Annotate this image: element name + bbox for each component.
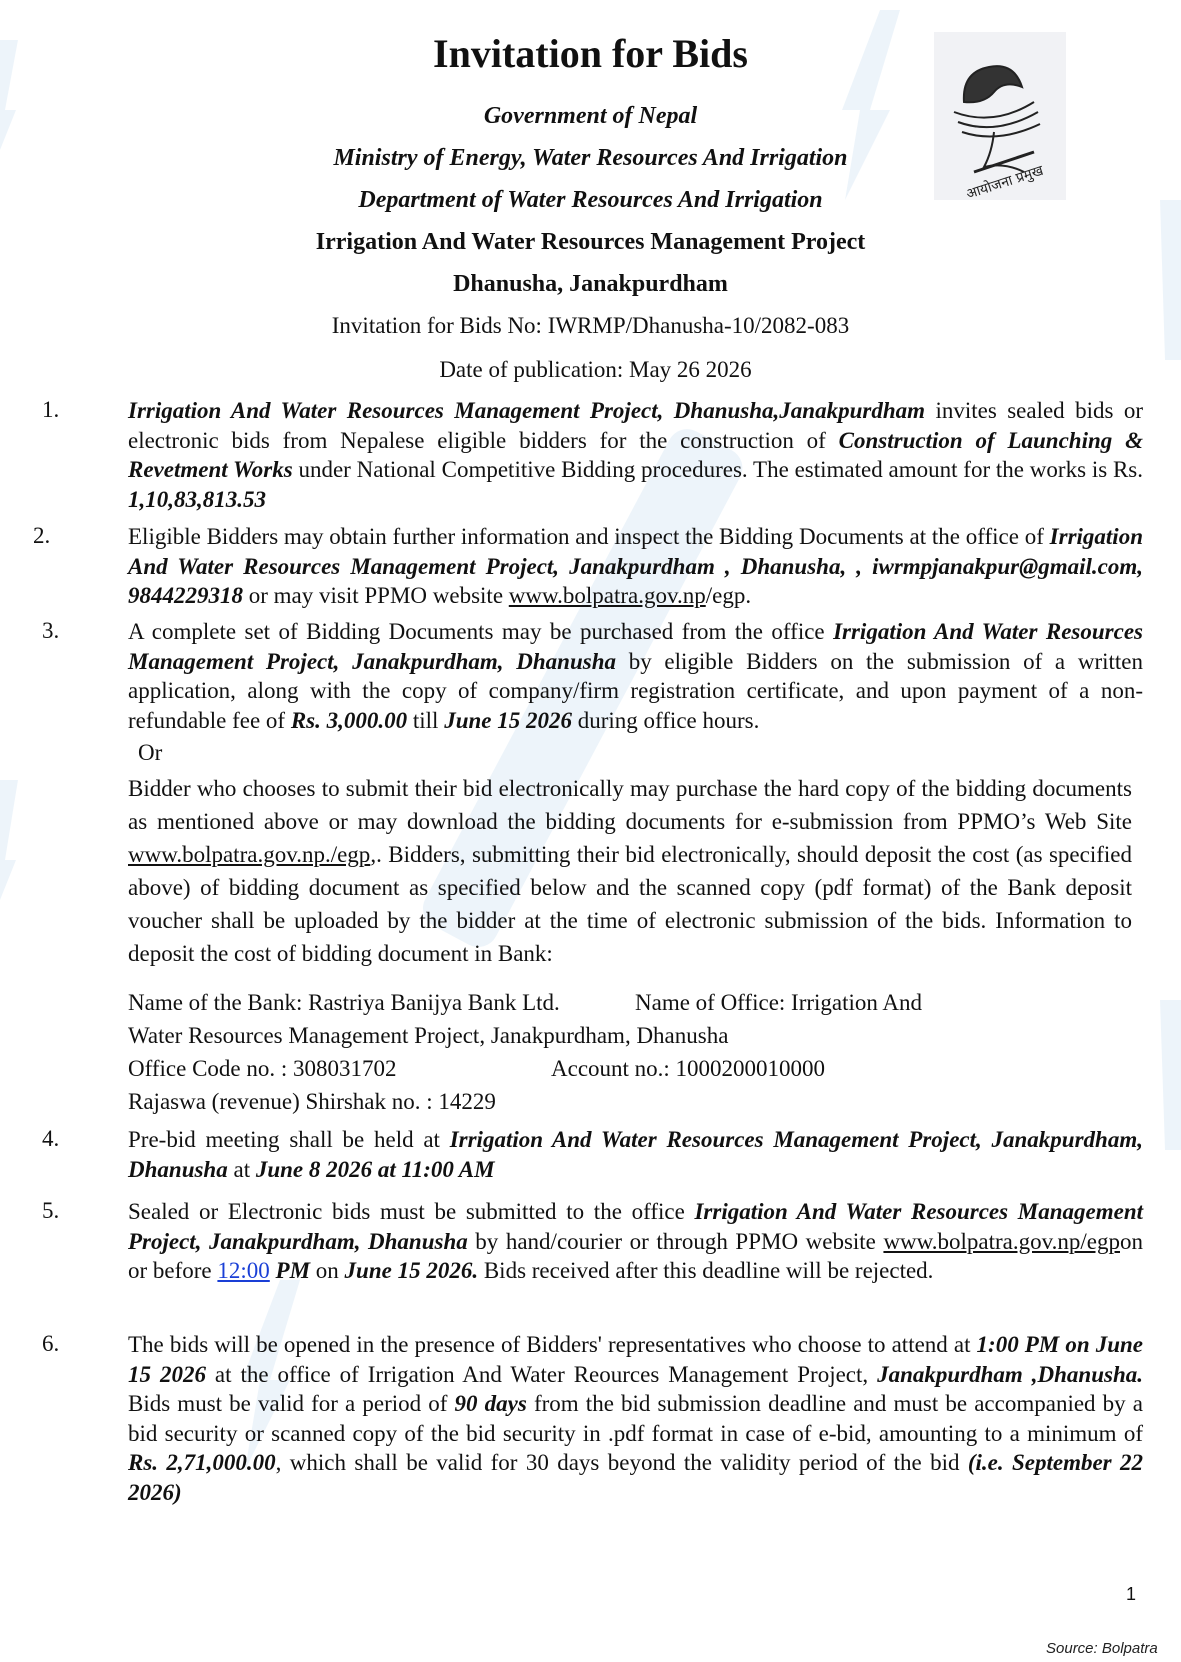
inline-text: on or before	[128, 1228, 1143, 1283]
office-code: Office Code no. : 308031702	[128, 1056, 397, 1081]
inline-text: at	[227, 1156, 256, 1182]
bank-name: Name of the Bank: Rastriya Banijya Bank Ltd.	[128, 990, 560, 1015]
revenue-code: Rajaswa (revenue) Shirshak no. : 14229	[128, 1089, 496, 1114]
inline-text: 1:00 PM on June 15 2026	[128, 1332, 1143, 1387]
or-text: Or	[138, 740, 163, 765]
item-paragraph	[128, 1197, 1143, 1286]
inline-text: Janakpurdham ,Dhanusha.	[877, 1361, 1143, 1387]
inline-text: Eligible Bidders may obtain further information and inspect the Bidding Documents at the office of	[128, 524, 1050, 549]
ministry-line: Ministry of Energy, Water Resources And Irrigation	[333, 145, 848, 171]
item-paragraph	[128, 1330, 1143, 1507]
inline-text: Rs. 2,71,000.00	[128, 1450, 276, 1475]
inline-text: Sealed or Electronic bids must be submitted to the office	[128, 1199, 695, 1224]
item-number: 5.	[42, 1198, 60, 1223]
project-line: Irrigation And Water Resources Management Project	[315, 229, 866, 255]
inline-link[interactable]: www.bolpatra.gov.np/egp	[883, 1228, 1120, 1254]
inline-text: Irrigation And Water Resources Management Project, Dhanusha,Janakpurdham	[128, 398, 926, 423]
ifb-number: Invitation for Bids No: IWRMP/Dhanusha-10/2082-083	[331, 313, 850, 338]
department-line: Department of Water Resources And Irrigation	[358, 187, 823, 213]
inline-text: on	[310, 1258, 345, 1283]
ppmo-link[interactable]: www.bolpatra.gov.np./egp	[128, 842, 371, 867]
inline-text: invites sealed bids or electronic bids from Nepalese eligible bidders for the construction of	[128, 398, 1144, 453]
inline-text: Irrigation And Water Resources Management Project, Janakpurdham, Dhanusha	[128, 619, 1143, 674]
inline-text: Irrigation And Water Resources Management Project, Janakpurdham, Dhanusha	[128, 1127, 1143, 1182]
inline-link[interactable]: 12:00	[217, 1258, 270, 1283]
inline-text: 90 days	[454, 1391, 527, 1416]
inline-text: June 15 2026.	[344, 1258, 479, 1283]
item-number: 1.	[42, 397, 60, 422]
item-paragraph	[128, 522, 1143, 611]
inline-text: Irrigation And Water Resources Management Project, Janakpurdham , Dhanusha, , iwrmpjanakpur@gmail.com, 9844229318	[128, 524, 1143, 608]
inline-text: Rs. 3,000.00	[290, 707, 408, 733]
item-number: 4.	[42, 1126, 60, 1151]
inline-text: from the bid submission deadline and must be accompanied by a bid security or scanned copy of the bid security in .pdf format in case of e-bid, amounting to a minimum of	[128, 1391, 1143, 1446]
office-name: Name of Office: Irrigation And	[635, 990, 922, 1015]
inline-text: Pre-bid meeting shall be held at	[128, 1127, 450, 1152]
inline-text: or may visit PPMO website	[243, 583, 509, 608]
inline-text: Bids received after this deadline will be rejected.	[478, 1258, 934, 1283]
inline-text: under National Competitive Bidding procedures. The estimated amount for the works is Rs.	[292, 457, 1143, 482]
inline-text: June 15 2026	[444, 707, 572, 733]
electronic-text-after: ,. Bidders, submitting their bid electronically, should deposit the cost (as specified above) of bidding document as specified below and the scanned copy (pdf format) of the Bank deposit voucher shall be uploaded by the bidder at the time of electronic submission of the bids. Information to deposit the cost of bidding document in Bank:	[128, 842, 1132, 966]
item-paragraph	[128, 617, 1143, 735]
account-number: Account no.: 1000200010000	[551, 1056, 826, 1081]
inline-text: Irrigation And Water Resources Management Project, Janakpurdham, Dhanusha	[128, 1199, 1143, 1254]
source-credit: Source: Bolpatra	[1046, 1640, 1158, 1657]
item-number: 2.	[33, 523, 51, 548]
item-number: 3.	[42, 618, 60, 643]
inline-text: , which shall be valid for 30 days beyond the validity period of the bid	[275, 1450, 968, 1475]
gov-line: Government of Nepal	[483, 103, 698, 129]
electronic-paragraph	[128, 772, 1132, 970]
inline-text: by hand/courier or through PPMO website	[467, 1228, 884, 1254]
official-seal	[934, 32, 1066, 200]
inline-link[interactable]: www.bolpatra.gov.np	[508, 583, 706, 608]
inline-text: Bids must be valid for a period of	[128, 1391, 455, 1416]
inline-text: Construction of Launching & Revetment Works	[128, 427, 1143, 482]
location-line: Dhanusha, Janakpurdham	[453, 271, 728, 297]
inline-text: PM	[269, 1258, 311, 1283]
inline-text: by eligible Bidders on the submission of a written application, along with the copy of company/firm registration certificate, and upon payment of a non-refundable fee of	[128, 648, 1143, 733]
inline-text: June 8 2026 at 11:00 AM	[255, 1156, 495, 1182]
inline-text: 1,10,83,813.53	[128, 486, 266, 512]
inline-text: A complete set of Bidding Documents may be purchased from the office	[128, 619, 834, 644]
electronic-text-before: Bidder who chooses to submit their bid electronically may purchase the hard copy of the bidding documents as mentioned above or may download the bidding documents for e-submission from PPMO’s Web Site	[128, 776, 1132, 834]
item-number: 6.	[42, 1331, 60, 1356]
page-title: Invitation for Bids	[433, 31, 748, 76]
publication-date: Date of publication: May 26 2026	[439, 357, 752, 382]
item-paragraph	[128, 1125, 1143, 1184]
inline-text: at the office of Irrigation And Water Reources Management Project,	[205, 1361, 878, 1387]
item-paragraph	[128, 396, 1143, 514]
inline-text: during office hours.	[571, 707, 760, 733]
inline-text: The bids will be opened in the presence of Bidders' representatives who choose to attend at	[128, 1332, 977, 1357]
page-number: 1	[1126, 1584, 1137, 1604]
seal-text: आयोजना प्रमुख	[964, 162, 1046, 200]
office-name-cont: Water Resources Management Project, Janakpurdham, Dhanusha	[128, 1023, 729, 1048]
inline-text: /egp.	[705, 583, 752, 608]
inline-text: (i.e. September 22 2026)	[128, 1450, 1143, 1505]
inline-text: till	[407, 707, 445, 733]
